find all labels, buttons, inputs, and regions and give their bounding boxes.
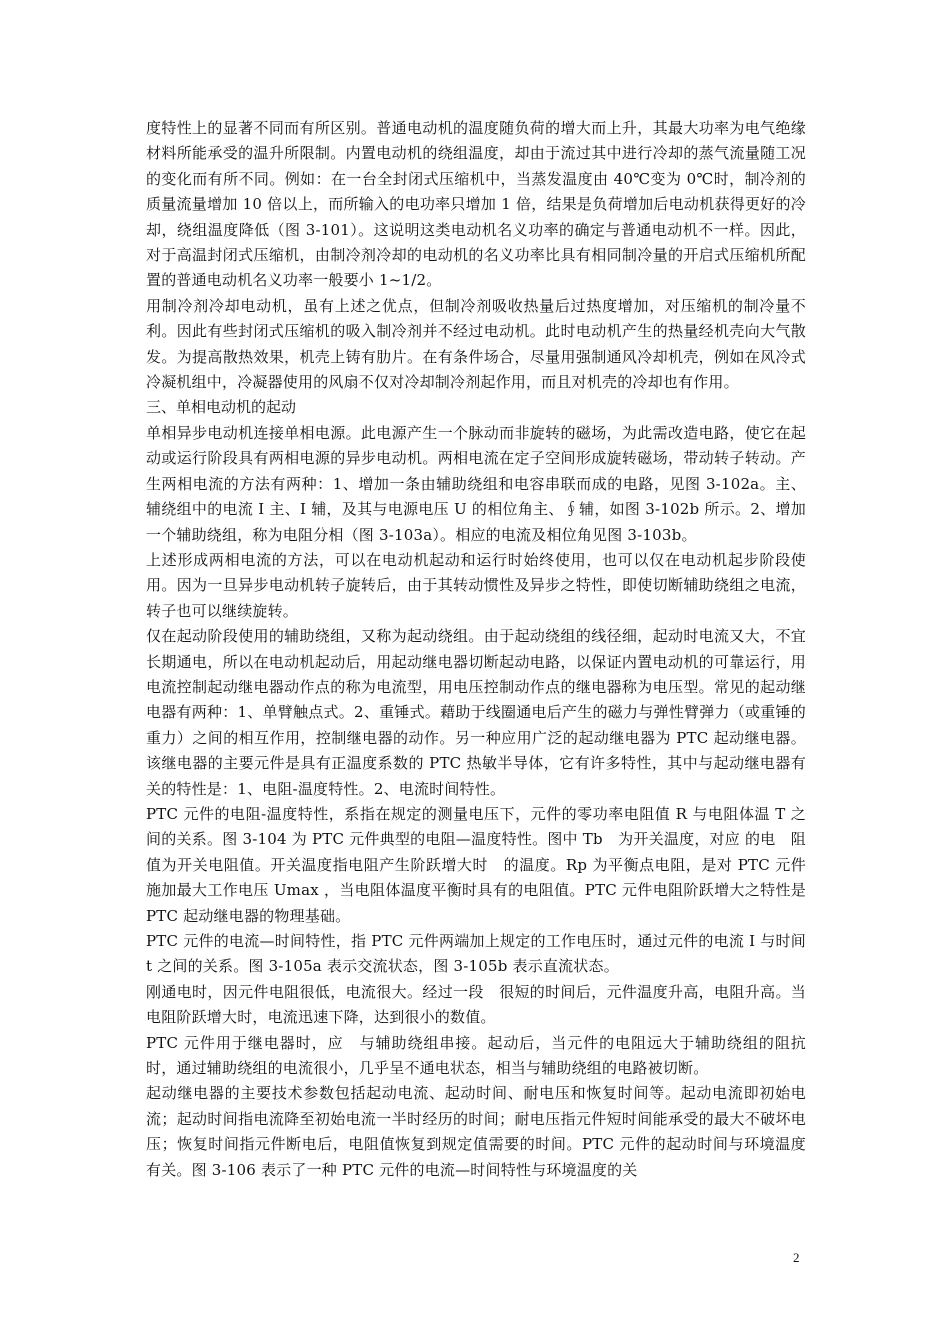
paragraph-ptc-current-time: PTC 元件的电流—时间特性，指 PTC 元件两端加上规定的工作电压时，通过元件的电流 I 与时间 t 之间的关系。图 3-105a 表示交流状态，图 3-105b 表示直流状态。	[146, 932, 806, 976]
paragraph-single-phase-motor: 单相异步电动机连接单相电源。此电源产生一个脉动而非旋转的磁场，为此需改造电路，使它在起动或运行阶段具有两相电源的异步电动机。两相电流在定子空间形成旋转磁场，带动转子转动。产生两相电流的方法有两种：1、增加一条由辅助绕组和电容串联而成的电路，见图 3-102a。主、辅绕组中的电流 I 主、I 辅，及其与电源电压 U 的相位角主、∮辅，如图 3-102b 所示。2、增加一个辅助绕组，称为电阻分相（图 3-103a）。相应的电流及相位角见图 3-103b。	[146, 423, 806, 544]
paragraph-two-phase-current: 上述形成两相电流的方法，可以在电动机起动和运行时始终使用，也可以仅在电动机起步阶段使用。因为一旦异步电动机转子旋转后，由于其转动惯性及异步之特性，即使切断辅助绕组之电流，转子也可以继续旋转。	[146, 550, 806, 620]
page-number: 2	[793, 1250, 800, 1265]
section-heading: 三、单相电动机的起动	[146, 398, 297, 417]
paragraph-power-on: 刚通电时，因元件电阻很低，电流很大。经过一段 很短的时间后，元件温度升高，电阻升高。当电阻阶跃增大时，电流迅速下降，达到很小的数值。	[146, 982, 806, 1027]
document-body	[146, 116, 806, 1183]
paragraph-ptc-resistance-temperature: PTC 元件的电阻-温度特性，系指在规定的测量电压下，元件的零功率电阻值 R 与电阻体温 T 之间的关系。图 3-104 为 PTC 元件典型的电阻—温度特性。图中 Tb 为开关温度，对应 的电 阻值为开关电阻值。开关温度指电阻产生阶跃增大时 的温度。Rp 为平衡点电阻，是对 PTC 元件施加最大工作电压 Umax ，当电阻体温度平衡时具有的电阻值。PTC 元件电阻阶跃增大之特性是 PTC 起动继电器的物理基础。	[146, 804, 806, 925]
paragraph-refrigerant-cooling: 用制冷剂冷却电动机，虽有上述之优点，但制冷剂吸收热量后过热度增加，对压缩机的制冷量不利。因此有些封闭式压缩机的吸入制冷剂并不经过电动机。此时电动机产生的热量经机壳向大气散发。为提高散热效果，机壳上铸有肋片。在有条件场合，尽量用强制通风冷却机壳，例如在风冷式冷凝机组中，冷凝器使用的风扇不仅对冷却制冷剂起作用，而且对机壳的冷却也有作用。	[146, 296, 806, 392]
paragraph-start-winding: 仅在起动阶段使用的辅助绕组，又称为起动绕组。由于起动绕组的线径细，起动时电流又大，不宜长期通电，所以在电动机起动后，用起动继电器切断起动电路，以保证内置电动机的可靠运行，用电流控制起动继电器动作点的称为电流型，用电压控制动作点的继电器称为电压型。常见的起动继电器有两种：1、单臂触点式。2、重锤式。藉助于线圈通电后产生的磁力与弹性臂弹力（或重锤的重力）之间的相互作用，控制继电器的动作。另一种应用广泛的起动继电器为 PTC 起动继电器。该继电器的主要元件是具有正温度系数的 PTC 热敏半导体，它有许多特性，其中与起动继电器有关的特性是：1、电阻-温度特性。2、电流时间特性。	[146, 627, 806, 798]
paragraph-ptc-relay: PTC 元件用于继电器时，应 与辅助绕组串接。起动后，当元件的电阻远大于辅助绕组的阻抗时，通过辅助绕组的电流很小，几乎呈不通电状态，相当与辅助绕组的电路被切断。	[146, 1033, 806, 1078]
paragraph-relay-parameters: 起动继电器的主要技术参数包括起动电流、起动时间、耐电压和恢复时间等。起动电流即初始电流；起动时间指电流降至初始电流一半时经历的时间；耐电压指元件短时间能承受的最大不破坏电压；恢复时间指元件断电后，电阻值恢复到规定值需要的时间。PTC 元件的起动时间与环境温度有关。图 3-106 表示了一种 PTC 元件的电流—时间特性与环境温度的关	[146, 1084, 806, 1179]
paragraph-motor-temperature: 度特性上的显著不同而有所区别。普通电动机的温度随负荷的增大而上升，其最大功率为电气绝缘材料所能承受的温升所限制。内置电动机的绕组温度，却由于流过其中进行冷却的蒸气流量随工况的变化而有所不同。例如：在一台全封闭式压缩机中，当蒸发温度由 40℃变为 0℃时，制冷剂的质量流量增加 10 倍以上，而所输入的电功率只增加 1 倍，结果是负荷增加后电动机获得更好的冷却，绕组温度降低（图 3-101）。这说明这类电动机名义功率的确定与普通电动机不一样。因此，对于高温封闭式压缩机，由制冷剂冷却的电动机的名义功率比具有相同制冷量的开启式压缩机所配置的普通电动机名义功率一般要小 1~1/2。	[146, 119, 806, 290]
